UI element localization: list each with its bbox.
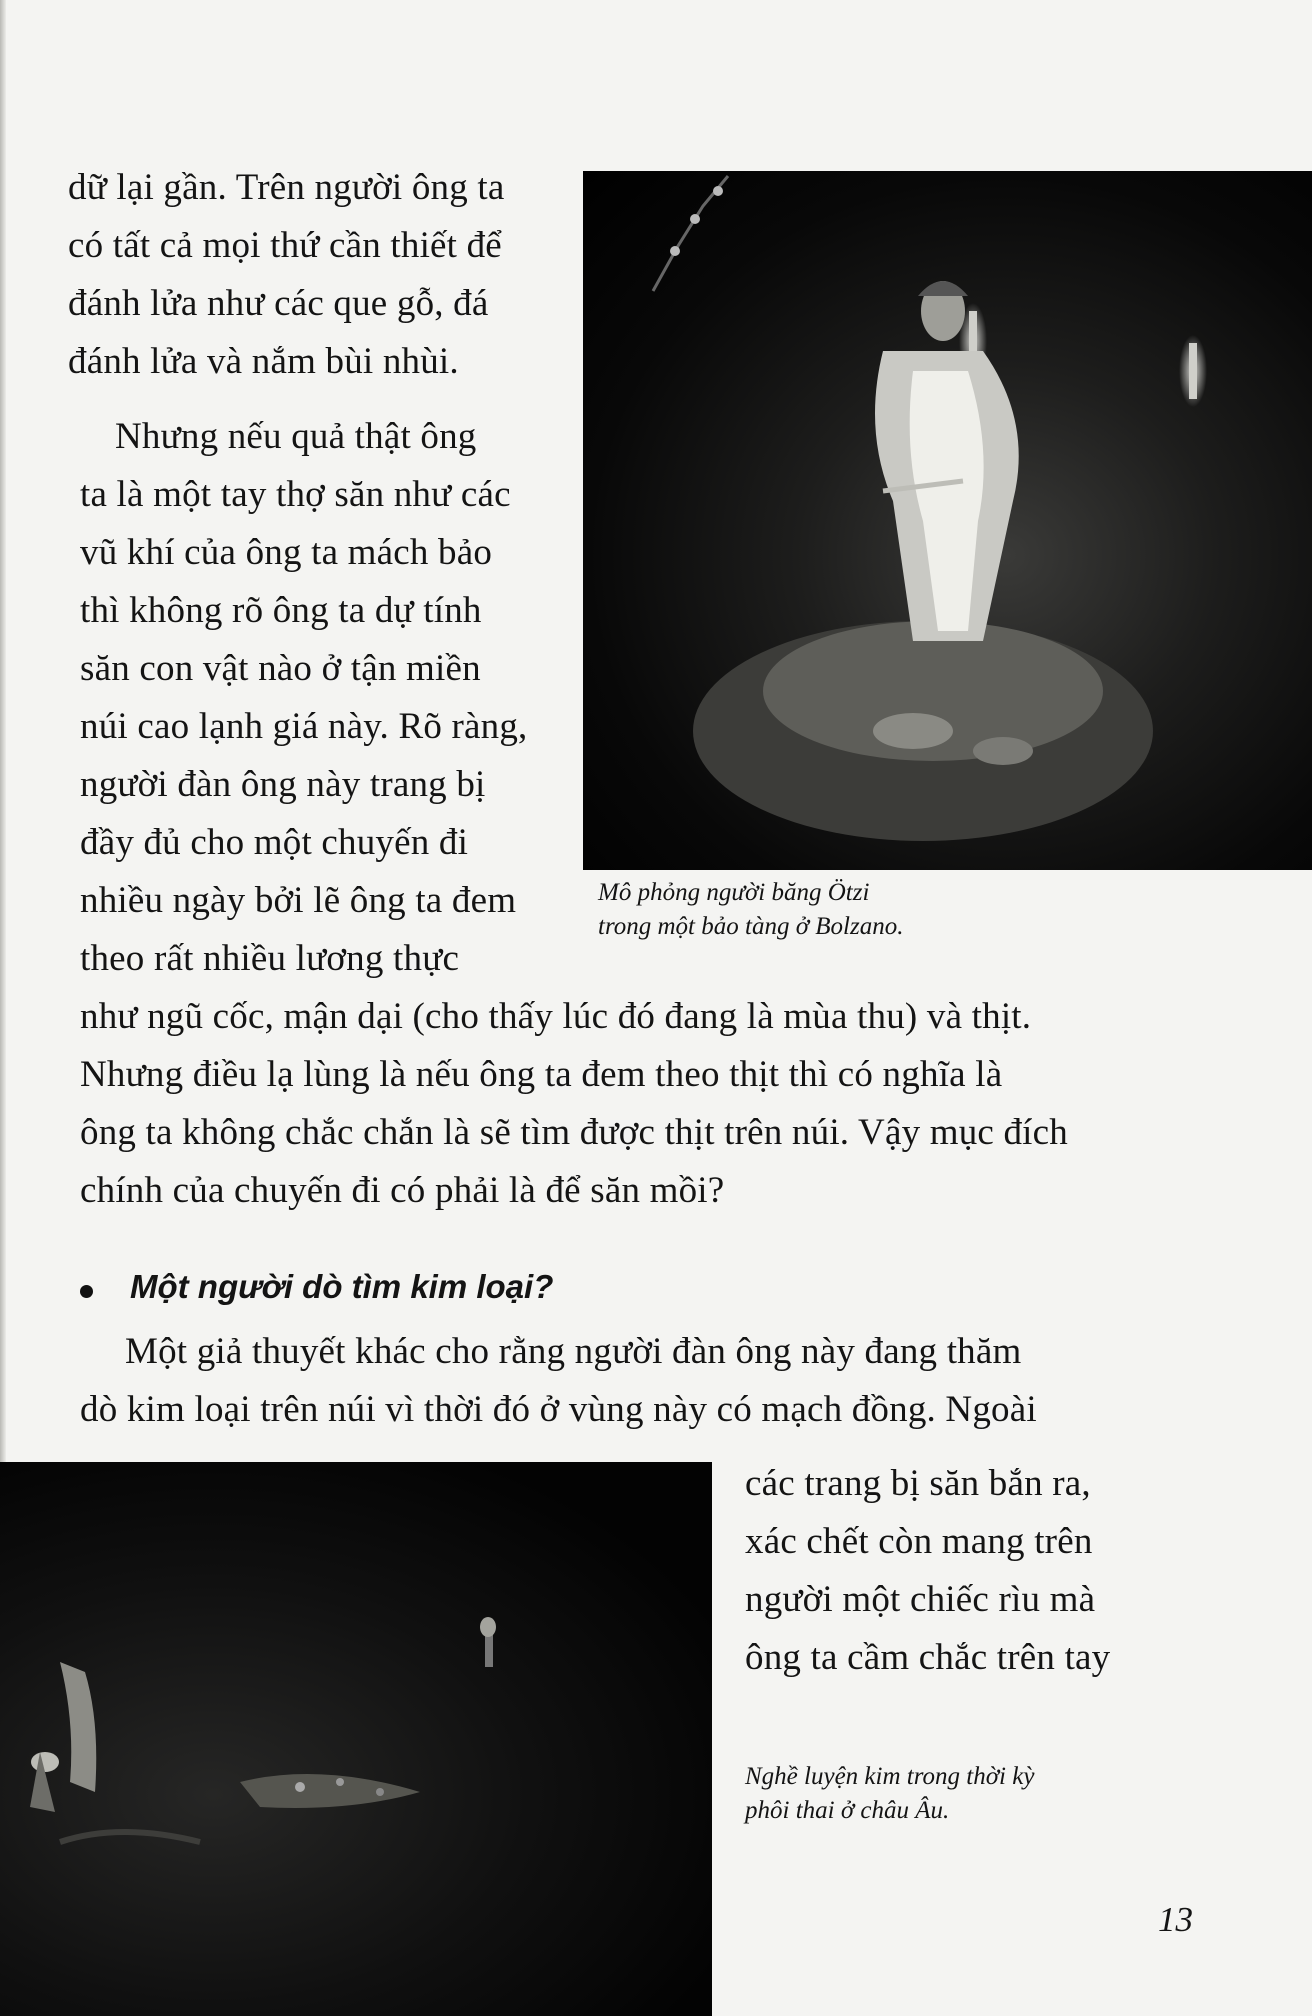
body-line: Nhưng nếu quả thật ông xyxy=(115,416,477,457)
body-line: người đàn ông này trang bị xyxy=(80,764,486,805)
body-line: các trang bị săn bắn ra, xyxy=(745,1463,1091,1504)
metallurgy-photo-illustration xyxy=(0,1462,712,2016)
body-line: chính của chuyến đi có phải là để săn mồi? xyxy=(80,1170,725,1211)
section-subheading: Một người dò tìm kim loại? xyxy=(130,1268,554,1305)
body-line: xác chết còn mang trên xyxy=(745,1521,1093,1562)
body-line: núi cao lạnh giá này. Rõ ràng, xyxy=(80,706,528,747)
body-line: dò kim loại trên núi vì thời đó ở vùng này có mạch đồng. Ngoài xyxy=(80,1389,1037,1430)
caption-top-line: trong một bảo tàng ở Bolzano. xyxy=(598,913,904,940)
caption-top-line: Mô phỏng người băng Ötzi xyxy=(598,879,870,906)
otzi-photo-illustration xyxy=(583,171,1312,870)
metallurgy-photo xyxy=(0,1462,712,2016)
body-line: như ngũ cốc, mận dại (cho thấy lúc đó đang là mùa thu) và thịt. xyxy=(80,996,1032,1037)
body-line: có tất cả mọi thứ cần thiết để xyxy=(68,225,502,266)
body-line: ông ta không chắc chắn là sẽ tìm được thịt trên núi. Vậy mục đích xyxy=(80,1112,1068,1153)
bullet-icon xyxy=(80,1285,93,1298)
body-line: ông ta cầm chắc trên tay xyxy=(745,1637,1111,1678)
body-line: đánh lửa và nắm bùi nhùi. xyxy=(68,341,459,382)
body-line: Nhưng điều lạ lùng là nếu ông ta đem theo thịt thì có nghĩa là xyxy=(80,1054,1003,1095)
otzi-museum-photo xyxy=(583,171,1312,870)
body-line: vũ khí của ông ta mách bảo xyxy=(80,532,493,573)
caption-bottom-line: Nghề luyện kim trong thời kỳ xyxy=(745,1763,1035,1790)
body-line: đánh lửa như các que gỗ, đá xyxy=(68,283,489,324)
body-line: đầy đủ cho một chuyến đi xyxy=(80,822,469,863)
body-line: theo rất nhiều lương thực xyxy=(80,938,460,979)
caption-bottom-line: phôi thai ở châu Âu. xyxy=(745,1797,950,1824)
body-line: nhiều ngày bởi lẽ ông ta đem xyxy=(80,880,517,921)
body-line: săn con vật nào ở tận miền xyxy=(80,648,481,689)
body-line: người một chiếc rìu mà xyxy=(745,1579,1096,1620)
body-line: dữ lại gần. Trên người ông ta xyxy=(68,167,505,208)
body-line: ta là một tay thợ săn như các xyxy=(80,474,511,515)
page-number: 13 xyxy=(1158,1900,1193,1939)
body-line: Một giả thuyết khác cho rằng người đàn ông này đang thăm xyxy=(125,1331,1022,1372)
body-line: thì không rõ ông ta dự tính xyxy=(80,590,482,631)
